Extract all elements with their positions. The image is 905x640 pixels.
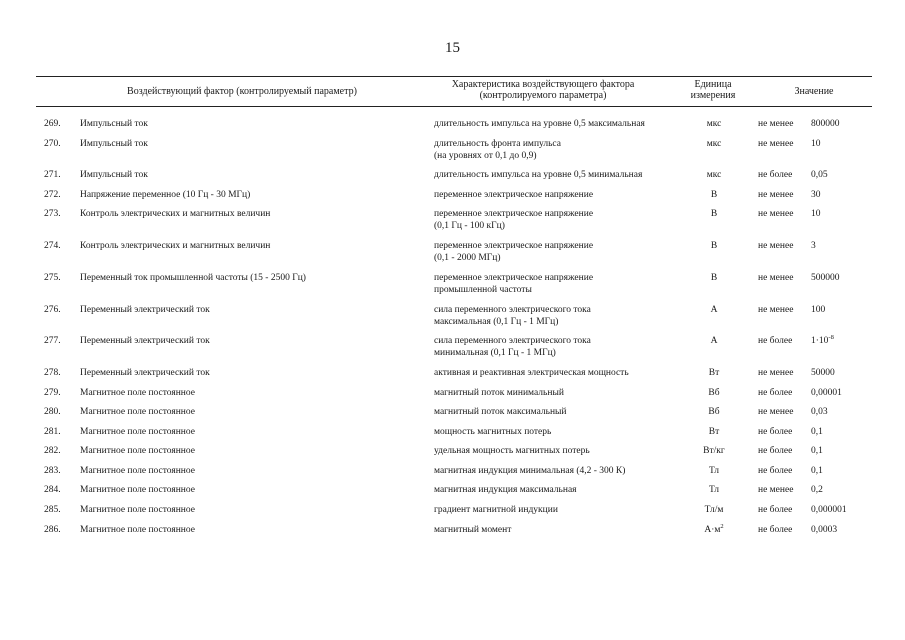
row-value-text: 800000 [811, 119, 840, 129]
row-condition: не менее [758, 189, 794, 200]
row-value [811, 504, 847, 516]
row-condition: не менее [758, 367, 794, 378]
row-value [811, 484, 823, 496]
row-characteristic [434, 138, 561, 162]
row-value-text: 1·10 [811, 336, 829, 347]
row-condition: не более [758, 524, 793, 535]
row-value [811, 445, 823, 457]
row-factor: Напряжение переменное (10 Гц - 30 МГц) [80, 189, 251, 200]
row-value [811, 465, 823, 477]
row-number: 275. [44, 272, 61, 283]
row-characteristic-line1: магнитная индукция минимальная (4,2 - 300 К) [434, 465, 626, 476]
row-factor: Магнитное поле постоянное [80, 524, 195, 535]
row-characteristic [434, 189, 593, 201]
table-row [0, 524, 905, 544]
row-characteristic [434, 484, 577, 496]
row-unit [680, 118, 748, 130]
header-factor: Воздействующий фактор (контролируемый параметр) [127, 86, 357, 97]
row-characteristic [434, 445, 590, 457]
row-condition: не более [758, 465, 793, 476]
row-characteristic-line1: длительность фронта импульса [434, 138, 561, 149]
row-characteristic-line1: удельная мощность магнитных потерь [434, 446, 590, 457]
row-characteristic-line1: длительность импульса на уровне 0,5 минимальная [434, 170, 643, 181]
row-number: 283. [44, 465, 61, 476]
row-unit-text: В [710, 209, 718, 220]
row-value [811, 118, 840, 130]
row-factor: Магнитное поле постоянное [80, 485, 195, 496]
table-row [0, 335, 905, 367]
row-factor: Магнитное поле постоянное [80, 407, 195, 418]
row-value [811, 169, 828, 181]
header-characteristic-line2: (контролируемого параметра) [479, 90, 607, 101]
row-condition: не менее [758, 119, 794, 129]
row-characteristic-line1: сила переменного электрического тока [434, 336, 591, 347]
row-factor: Импульсный ток [80, 170, 148, 181]
row-condition: не менее [758, 138, 794, 149]
row-characteristic-line2: максимальная (0,1 Гц - 1 МГц) [434, 316, 559, 327]
row-number: 279. [44, 387, 61, 398]
row-characteristic [434, 169, 642, 181]
row-unit-text: В [710, 241, 718, 252]
table-row [0, 169, 905, 189]
row-factor: Импульсный ток [80, 138, 148, 149]
row-condition: не менее [758, 485, 794, 496]
row-characteristic-line2: промышленной частоты [434, 284, 532, 295]
row-characteristic [434, 406, 567, 418]
row-unit [680, 240, 748, 252]
row-unit-text: В [710, 272, 718, 283]
row-characteristic [434, 426, 551, 438]
header-value: Значение [794, 86, 834, 97]
row-value [811, 524, 837, 536]
row-factor: Магнитное поле постоянное [80, 387, 195, 398]
row-number: 276. [44, 304, 61, 315]
table-row [0, 272, 905, 304]
header-unit-line1: Единица [694, 79, 732, 90]
row-unit-text: Тл [708, 485, 720, 496]
row-value-text: 0,1 [811, 426, 823, 437]
row-unit-text: А [710, 304, 718, 315]
row-unit [680, 138, 748, 150]
row-characteristic [434, 240, 593, 264]
row-value [811, 272, 840, 284]
row-characteristic [434, 335, 591, 359]
row-factor: Переменный электрический ток [80, 336, 210, 347]
row-value [811, 335, 834, 347]
row-unit [680, 387, 748, 399]
row-number: 273. [44, 209, 61, 220]
row-factor: Магнитное поле постоянное [80, 505, 195, 516]
row-characteristic [434, 504, 558, 516]
row-value-text: 10 [811, 209, 821, 220]
row-value-text: 10 [811, 138, 821, 149]
row-factor: Магнитное поле постоянное [80, 446, 195, 457]
row-unit [680, 504, 748, 516]
row-factor: Переменный ток промышленной частоты (15 - 2500 Гц) [80, 272, 306, 283]
row-characteristic-line2: (на уровнях от 0,1 до 0,9) [434, 150, 537, 161]
row-unit-text: Вб [708, 387, 720, 398]
row-condition: не менее [758, 272, 794, 283]
row-characteristic [434, 118, 645, 130]
row-unit-text: Вб [708, 407, 720, 418]
row-characteristic [434, 208, 593, 232]
row-value-exponent: -8 [828, 334, 834, 342]
row-characteristic [434, 465, 625, 477]
row-factor: Контроль электрических и магнитных величин [80, 241, 271, 252]
table-row [0, 208, 905, 240]
row-number: 272. [44, 189, 61, 200]
row-characteristic [434, 272, 593, 296]
table-row [0, 484, 905, 504]
table-row [0, 445, 905, 465]
row-unit-text: мкс [706, 138, 722, 149]
row-unit-text: Вт [708, 367, 720, 378]
row-value [811, 138, 821, 150]
row-unit-text: Вт/кг [703, 446, 725, 457]
row-characteristic [434, 304, 591, 328]
table-row [0, 304, 905, 336]
row-value-text: 30 [811, 189, 821, 200]
row-number: 277. [44, 336, 61, 347]
row-unit-text: А·м [704, 524, 721, 535]
table-row [0, 189, 905, 209]
row-number: 282. [44, 446, 61, 457]
table-row [0, 465, 905, 485]
row-characteristic-line1: магнитный поток максимальный [434, 407, 567, 418]
row-number: 269. [44, 119, 61, 129]
row-unit [680, 335, 748, 347]
row-characteristic [434, 367, 629, 379]
row-value-text: 0,000001 [811, 505, 847, 516]
header-characteristic [418, 79, 668, 101]
row-characteristic [434, 524, 511, 536]
row-characteristic-line1: переменное электрическое напряжение [434, 189, 594, 200]
row-number: 274. [44, 241, 61, 252]
row-condition: не более [758, 336, 793, 347]
row-unit [680, 445, 748, 457]
row-condition: не более [758, 170, 793, 181]
row-value-text: 0,0003 [811, 524, 838, 535]
row-number: 281. [44, 426, 61, 437]
row-characteristic-line1: переменное электрическое напряжение [434, 209, 594, 220]
row-condition: не менее [758, 304, 794, 315]
row-unit-text: Тл/м [704, 505, 724, 516]
row-unit [680, 426, 748, 438]
table-row [0, 387, 905, 407]
row-value [811, 406, 828, 418]
row-number: 286. [44, 524, 61, 535]
row-characteristic-line2: (0,1 - 2000 МГц) [434, 253, 501, 264]
row-value-text: 0,2 [811, 485, 823, 496]
row-value [811, 189, 821, 201]
row-characteristic-line1: переменное электрическое напряжение [434, 241, 594, 252]
row-factor: Переменный электрический ток [80, 304, 210, 315]
row-unit-superscript: 2 [720, 522, 724, 530]
row-value [811, 304, 825, 316]
row-value [811, 426, 823, 438]
row-unit [680, 208, 748, 220]
row-unit-text: мкс [706, 119, 722, 129]
row-unit [680, 272, 748, 284]
row-value-text: 0,03 [811, 407, 828, 418]
row-value [811, 240, 816, 252]
row-unit [680, 406, 748, 418]
row-characteristic-line1: активная и реактивная электрическая мощность [434, 367, 629, 378]
row-characteristic-line1: переменное электрическое напряжение [434, 272, 594, 283]
row-number: 284. [44, 485, 61, 496]
row-value [811, 208, 821, 220]
row-value-text: 0,00001 [811, 387, 842, 398]
row-characteristic-line1: градиент магнитной индукции [434, 505, 558, 516]
table-row [0, 118, 905, 138]
row-unit [680, 169, 748, 181]
row-condition: не более [758, 387, 793, 398]
table-row [0, 367, 905, 387]
row-condition: не менее [758, 407, 794, 418]
row-characteristic-line1: длительность импульса на уровне 0,5 максимальная [434, 119, 645, 129]
row-unit [680, 367, 748, 379]
row-value-text: 100 [811, 304, 826, 315]
row-characteristic-line1: магнитная индукция максимальная [434, 485, 577, 496]
row-condition: не менее [758, 241, 794, 252]
row-value [811, 387, 842, 399]
row-unit [680, 189, 748, 201]
table-row [0, 426, 905, 446]
table-row [0, 138, 905, 170]
row-unit-text: мкс [706, 170, 722, 181]
row-characteristic-line1: магнитный момент [434, 524, 512, 535]
row-number: 285. [44, 505, 61, 516]
table-row [0, 406, 905, 426]
row-characteristic-line1: магнитный поток минимальный [434, 387, 564, 398]
table-header [36, 76, 872, 107]
row-value-text: 0,1 [811, 446, 823, 457]
row-number: 270. [44, 138, 61, 149]
row-value-text: 3 [811, 241, 816, 252]
row-characteristic-line2: минимальная (0,1 Гц - 1 МГц) [434, 348, 556, 359]
table-row [0, 240, 905, 272]
row-condition: не менее [758, 209, 794, 220]
row-condition: не более [758, 426, 793, 437]
row-characteristic-line1: сила переменного электрического тока [434, 304, 591, 315]
row-factor: Переменный электрический ток [80, 367, 210, 378]
header-characteristic-line1: Характеристика воздействующего фактора [451, 79, 635, 90]
row-unit [680, 484, 748, 496]
row-unit-text: Вт [708, 426, 720, 437]
page-number: 15 [445, 40, 460, 56]
row-condition: не более [758, 446, 793, 457]
row-factor: Магнитное поле постоянное [80, 465, 195, 476]
header-unit [681, 79, 745, 101]
row-unit-text: А [710, 336, 718, 347]
table-row [0, 504, 905, 524]
row-value-text: 0,05 [811, 170, 828, 181]
row-factor: Контроль электрических и магнитных величин [80, 209, 271, 220]
table-body [0, 118, 905, 543]
row-unit [680, 524, 748, 536]
row-number: 280. [44, 407, 61, 418]
row-unit-text: В [710, 189, 718, 200]
row-number: 278. [44, 367, 61, 378]
row-unit [680, 465, 748, 477]
row-value-text: 0,1 [811, 465, 823, 476]
row-unit-text: Тл [708, 465, 720, 476]
row-characteristic-line2: (0,1 Гц - 100 кГц) [434, 221, 505, 232]
row-value-text: 50000 [811, 367, 835, 378]
row-characteristic [434, 387, 564, 399]
header-unit-line2: измерения [690, 90, 736, 101]
row-factor: Магнитное поле постоянное [80, 426, 195, 437]
row-factor: Импульсный ток [80, 119, 148, 129]
row-number: 271. [44, 170, 61, 181]
row-condition: не более [758, 505, 793, 516]
row-value [811, 367, 835, 379]
row-characteristic-line1: мощность магнитных потерь [434, 426, 552, 437]
row-value-text: 500000 [811, 272, 840, 283]
row-unit [680, 304, 748, 316]
